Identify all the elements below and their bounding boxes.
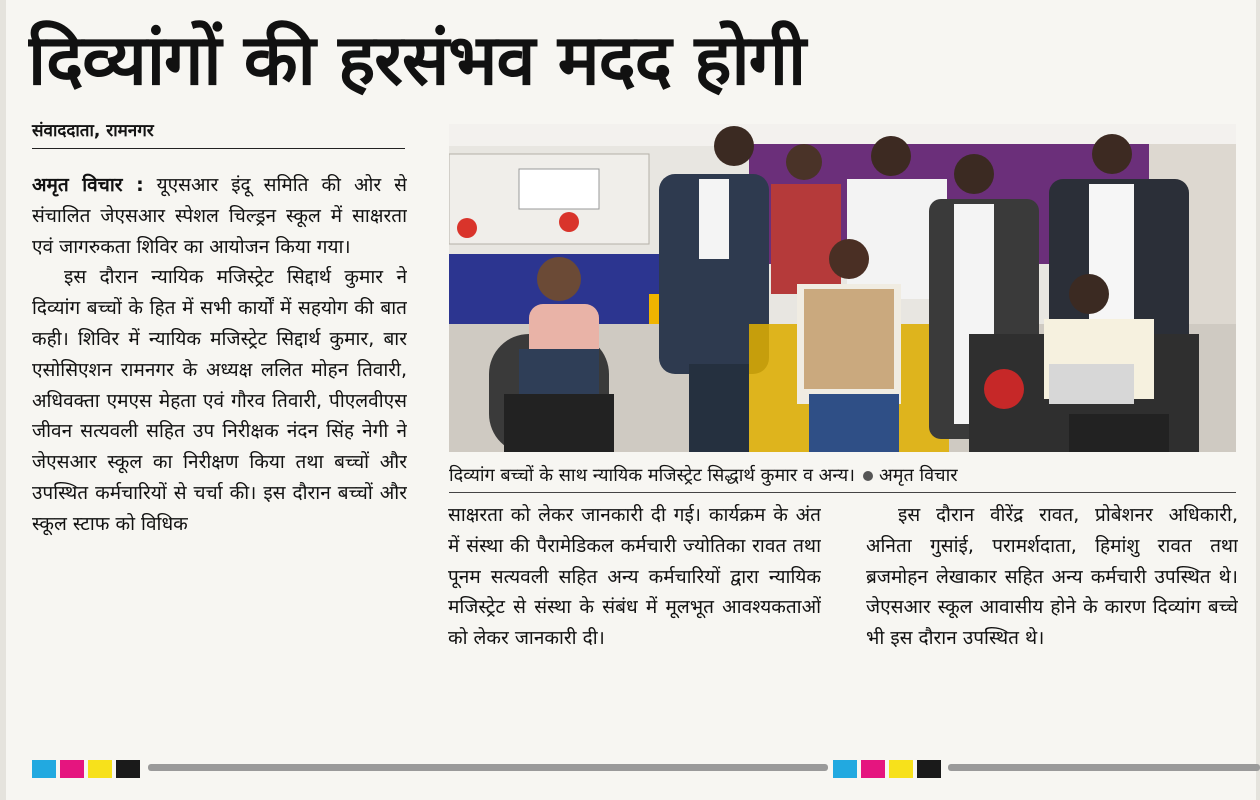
article-column-2 <box>448 500 821 740</box>
lead-paragraph <box>32 170 407 262</box>
bullet-icon <box>863 471 873 481</box>
cyan-swatch <box>32 760 56 778</box>
black-swatch <box>116 760 140 778</box>
byline: संवाददाता, रामनगर <box>32 121 154 141</box>
color-registration-marks <box>833 760 945 778</box>
photo-caption <box>449 462 1236 490</box>
magenta-swatch <box>861 760 885 778</box>
headline: दिव्यांगों की हरसंभव मदद होगी <box>28 19 806 101</box>
magenta-swatch <box>60 760 84 778</box>
cyan-swatch <box>833 760 857 778</box>
color-registration-marks <box>32 760 144 778</box>
photo-credit: अमृत विचार <box>879 465 958 486</box>
article-column-3 <box>866 500 1238 740</box>
caption-text: दिव्यांग बच्चों के साथ न्यायिक मजिस्ट्रेट सिद्धार्थ कुमार व अन्य। <box>449 465 856 486</box>
lead-label: अमृत विचार : <box>32 174 144 196</box>
caption-divider <box>449 492 1236 493</box>
registration-bar <box>948 764 1260 771</box>
black-swatch <box>917 760 941 778</box>
paragraph: साक्षरता को लेकर जानकारी दी गई। कार्यक्रम के अंत में संस्था की पैरामेडिकल कर्मचारी ज्योतिका रावत तथा पूनम सत्यवली सहित अन्य कर्मचारियों द्वारा न्यायिक मजिस्ट्रेट से संस्था के संबंध में मूलभूत आवश्यकताओं को लेकर जानकारी दी। <box>448 504 821 650</box>
news-photo <box>449 124 1236 452</box>
yellow-swatch <box>88 760 112 778</box>
paragraph: इस दौरान न्यायिक मजिस्ट्रेट सिद्दार्थ कुमार ने दिव्यांग बच्चों के हित में सभी कार्यों में सहयोग की बात कही। शिविर में न्यायिक मजिस्ट्रेट सिद्दार्थ कुमार, बार एसोसिएशन रामनगर के अध्यक्ष ललित मोहन तिवारी, अधिवक्ता एमएस मेहता एवं गौरव तिवारी, पीएलवीएस जीवन सत्यवली सहित उप निरीक्षक नंदन सिंह नेगी ने जेएसआर स्कूल का निरीक्षण किया तथा बच्चों और उपस्थित कर्मचारियों से चर्चा की। इस दौरान बच्चों और स्कूल स्टाफ को विधिक <box>32 266 407 535</box>
byline-divider <box>32 148 405 149</box>
page-edge-left <box>0 0 6 800</box>
yellow-swatch <box>889 760 913 778</box>
article-column-1 <box>32 170 407 740</box>
paragraph: इस दौरान वीरेंद्र रावत, प्रोबेशनर अधिकारी, अनिता गुसांई, परामर्शदाता, हिमांशु रावत तथा ब्रजमोहन लेखाकार सहित अन्य कर्मचारी उपस्थित थे। जेएसआर स्कूल आवासीय होने के कारण दिव्यांग बच्चे भी इस दौरान उपस्थित थे। <box>866 504 1238 650</box>
registration-bar <box>148 764 828 771</box>
page-edge-right <box>1256 0 1260 800</box>
paragraph-text: यूएसआर इंदू समिति की ओर से संचालित जेएसआर स्पेशल चिल्ड्रन स्कूल में साक्षरता एवं जागरुकता शिविर का आयोजन किया गया। <box>32 174 407 258</box>
photo-illustration <box>449 124 1236 452</box>
